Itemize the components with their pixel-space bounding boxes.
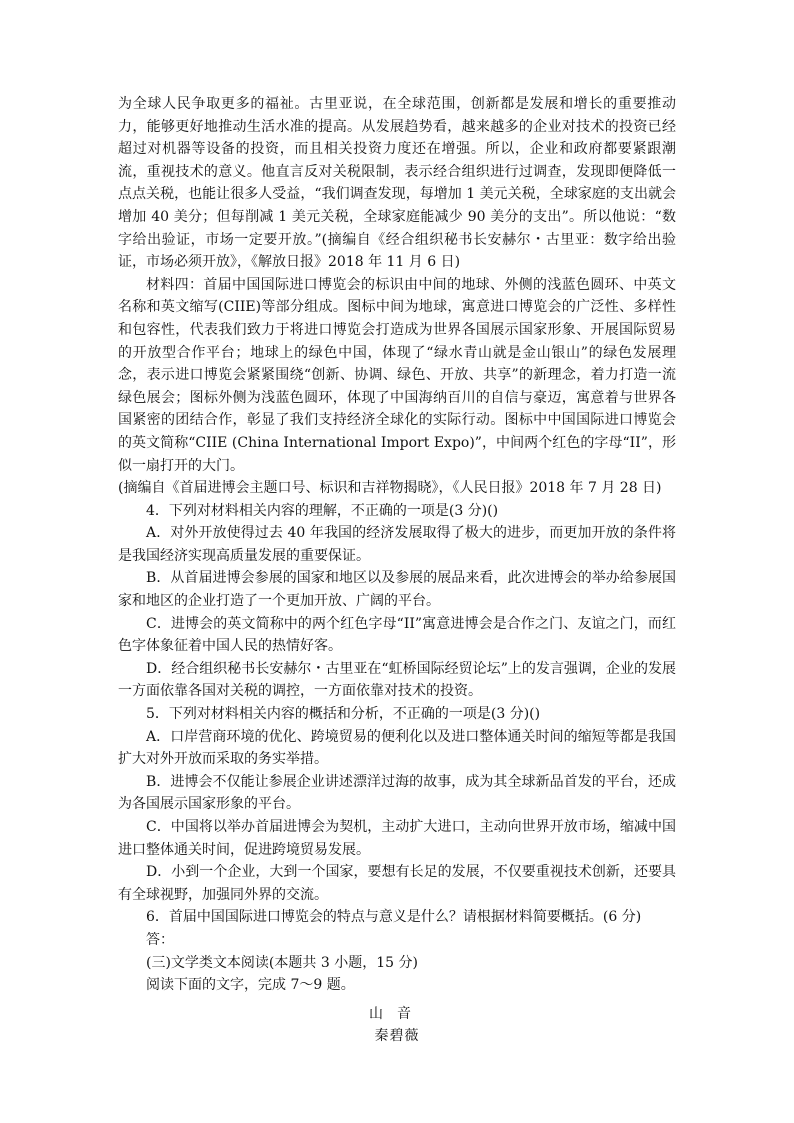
question-6-stem: 6．首届中国国际进口博览会的特点与意义是什么？请根据材料简要概括。(6 分)	[146, 909, 642, 926]
question-4-option-c: C．进博会的英文简称中的两个红色字母“II”寓意进博会是合作之门、友谊之门，而红色字体象征着中国人民的热情好客。	[118, 615, 676, 655]
question-5-option-d: D．小到一个企业，大到一个国家，要想有长足的发展，不仅要重视技术创新，还要具有全球视野，加强同外界的交流。	[118, 864, 676, 903]
story-author: 秦碧薇	[374, 1028, 420, 1045]
question-4-option-d: D．经合组织秘书长安赫尔・古里亚在“虹桥国际经贸论坛”上的发言强调，企业的发展一方面依靠各国对关税的调控，一方面依靠对技术的投资。	[118, 660, 676, 700]
question-5-option-c: C．中国将以举办首届进博会为契机，主动扩大进口，主动向世界开放市场，缩减中国进口整体通关时间，促进跨境贸易发展。	[118, 819, 676, 858]
source-citation: (摘编自《首届进博会主题口号、标识和吉祥物揭晓》，《人民日报》2018 年 7 月 28 日)	[118, 480, 662, 497]
question-4-stem: 4．下列对材料相关内容的理解，不正确的一项是(3 分)()	[146, 502, 499, 519]
story-title: 山音	[369, 1005, 425, 1022]
section-heading: (三)文学类文本阅读(本题共 3 小题，15 分)	[146, 954, 418, 971]
section-instruction: 阅读下面的文字，完成 7～9 题。	[146, 977, 355, 994]
question-5-option-a: A．口岸营商环境的优化、跨境贸易的便利化以及进口整体通关时间的缩短等都是我国扩大对外开放而采取的务实举措。	[118, 728, 676, 768]
question-5-option-b: B．进博会不仅能让参展企业讲述漂洋过海的故事，成为其全球新品首发的平台，还成为各国展示国家形象的平台。	[118, 773, 676, 813]
paragraph-material-four: 材料四：首届中国国际进口博览会的标识由中间的地球、外侧的浅蓝色圆环、中英文名称和英文缩写(CIIE)等部分组成。图标中间为地球，寓意进口博览会的广泛性、多样性和包容性，代表我们致力于将进口博览会打造成为世界各国展示国家形象、开展国际贸易的开放型合作平台；地球上的绿色中国，体现了“绿水青山就是金山银山”的绿色发展理念，表示进口博览会紧紧围绕“创新、协调、绿色、开放、共享”的新理念，着力打造一流绿色展会；图标外侧为浅蓝色圆环，体现了中国海纳百川的自信与豪迈，寓意着与世界各国紧密的团结合作，彰显了我们支持经济全球化的实际行动。图标中中国国际进口博览会的英文简称“CIIE (China International Import Expo)”，中间两个红色的字母“II”，形似一扇打开的大门。	[118, 276, 676, 474]
question-6-answer-label: 答：	[146, 931, 174, 948]
question-5-stem: 5．下列对材料相关内容的概括和分析，不正确的一项是(3 分)()	[146, 706, 541, 723]
question-4-option-a: A．对外开放使得过去 40 年我国的经济发展取得了极大的进步，而更加开放的条件将是我国经济实现高质量发展的重要保证。	[118, 525, 676, 564]
text-column	[118, 93, 676, 1048]
question-4-option-b: B．从首届进博会参展的国家和地区以及参展的展品来看，此次进博会的举办给参展国家和地区的企业打造了一个更加开放、广阔的平台。	[118, 570, 676, 610]
paragraph-material-three-end: 为全球人民争取更多的福祉。古里亚说，在全球范围，创新都是发展和增长的重要推动力，能够更好地推动生活水准的提高。从发展趋势看，越来越多的企业对技术的投资已经超过对机器等设备的投资，而且相关投资力度还在增强。所以，企业和政府都要紧跟潮流，重视技术的意义。他直言反对关税限制，表示经合组织进行过调查，发现即便降低一点点关税，也能让很多人受益，“我们调查发现，每增加 1 美元关税，全球家庭的支出就会增加 40 美分；但每削减 1 美元关税，全球家庭能减少 90 美分的支出”。所以他说：“数字给出验证，市场一定要开放。”(摘编自《经合组织秘书长安赫尔・古里亚：数字给出验证，市场必须开放》，《解放日报》2018 年 11 月 6 日)	[118, 96, 676, 271]
